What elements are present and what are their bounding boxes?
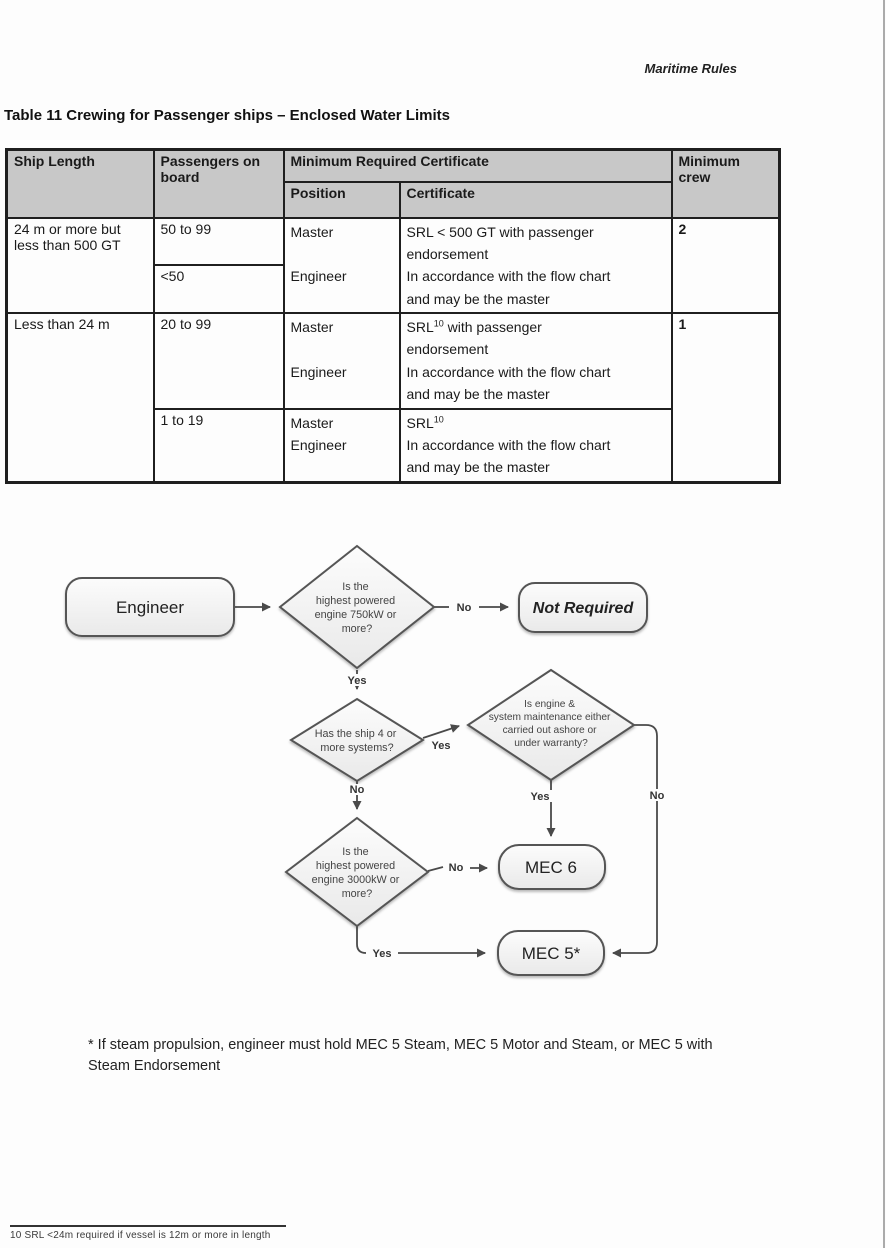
header-certificate: Certificate [400,182,672,218]
position-engineer: Engineer [290,363,347,380]
table-row [7,218,780,266]
cert-line: endorsement [406,341,489,358]
footnote-ref: 10 [433,413,444,424]
header-passengers: Passengers on board [154,150,284,218]
cert-line: and may be the master [406,386,550,403]
footnote-divider [10,1225,286,1227]
cell-ship-length-b: Less than 24 m [7,313,154,482]
label-750kw-no: No [456,602,472,614]
table-title: Table 11 Crewing for Passenger ships – Enclosed Water Limits [4,107,450,124]
cell-position-b2 [284,409,400,483]
cert-line: SRL$^{10}$ [406,413,444,431]
cert-line: In accordance with the flow chart [406,437,611,454]
label-systems-yes: Yes [431,740,451,752]
decision-750kw [280,546,434,668]
cert-line: and may be the master [406,459,550,476]
cell-position-b1 [284,313,400,409]
decision-systems-text: Has the ship 4 or more systems? [314,728,397,754]
cell-passengers-a2: <50 [154,265,284,313]
position-master: Master [290,319,334,336]
node-engineer-label: Engineer [115,598,185,617]
running-header: Maritime Rules [644,61,737,76]
label-3000kw-yes: Yes [372,948,392,960]
position-engineer: Engineer [290,268,347,285]
spacer [291,243,393,265]
node-not-required-label: Not Required [532,600,634,617]
label-3000kw-no: No [448,862,464,874]
node-mec6-label: MEC 6 [525,858,577,877]
label-maintenance-yes: Yes [530,791,550,803]
steam-footnote [88,1035,713,1077]
header-min-certificate: Minimum Required Certificate [284,150,672,182]
decision-3000kw-text: Is the highest powered engine 3000kW or more? [311,846,400,900]
engineer-flowchart [0,530,886,1010]
header-ship-length: Ship Length [7,150,154,218]
srl-footnote: 10 SRL <24m required if vessel is 12m or more in length [10,1230,271,1241]
cell-certificate-a [400,218,672,314]
label-750kw-yes: Yes [347,675,367,687]
decision-750kw-text: Is the highest powered engine 750kW or more? [314,581,397,635]
steam-footnote-line1: * If steam propulsion, engineer must hold MEC 5 Steam, MEC 5 Motor and Steam, or MEC 5 with [88,1037,713,1053]
footnote-ref: 10 [433,318,444,329]
cell-certificate-b1 [400,313,672,409]
label-maintenance-no: No [649,790,665,802]
spacer [291,338,393,360]
decision-maintenance-text: Is engine & system maintenance either carried out ashore or under warranty? [488,699,611,749]
label-systems-no: No [349,784,365,796]
table-row [7,313,780,409]
cert-line: endorsement [406,245,489,262]
steam-footnote-line2: Steam Endorsement [88,1058,221,1074]
edge-systems-yes [423,726,459,738]
crewing-table [5,148,781,484]
flow-edges [234,607,657,953]
cert-line: SRL < 500 GT with passenger [406,223,594,240]
decision-systems [291,699,423,781]
decision-3000kw [286,818,428,926]
edge-maint-no [613,725,657,953]
header-min-crew: Minimum crew [672,150,780,218]
cert-line: SRL$^{10}$ with passenger [406,318,542,336]
cell-position-a [284,218,400,314]
cert-line: In accordance with the flow chart [406,363,611,380]
position-master: Master [290,414,334,431]
cert-line: and may be the master [406,290,550,307]
cell-ship-length-a: 24 m or more but less than 500 GT [7,218,154,314]
cell-passengers-b1: 20 to 99 [154,313,284,409]
cert-line: In accordance with the flow chart [406,268,611,285]
cell-min-crew-b: 1 [672,313,780,482]
position-engineer: Engineer [290,437,347,454]
edge-3000kw-no-a [428,867,443,871]
cell-min-crew-a: 2 [672,218,780,314]
header-position: Position [284,182,400,218]
node-mec5-label: MEC 5* [521,944,581,963]
position-master: Master [290,223,334,240]
cell-certificate-b2 [400,409,672,483]
cell-passengers-a1: 50 to 99 [154,218,284,266]
cell-passengers-b2: 1 to 19 [154,409,284,483]
